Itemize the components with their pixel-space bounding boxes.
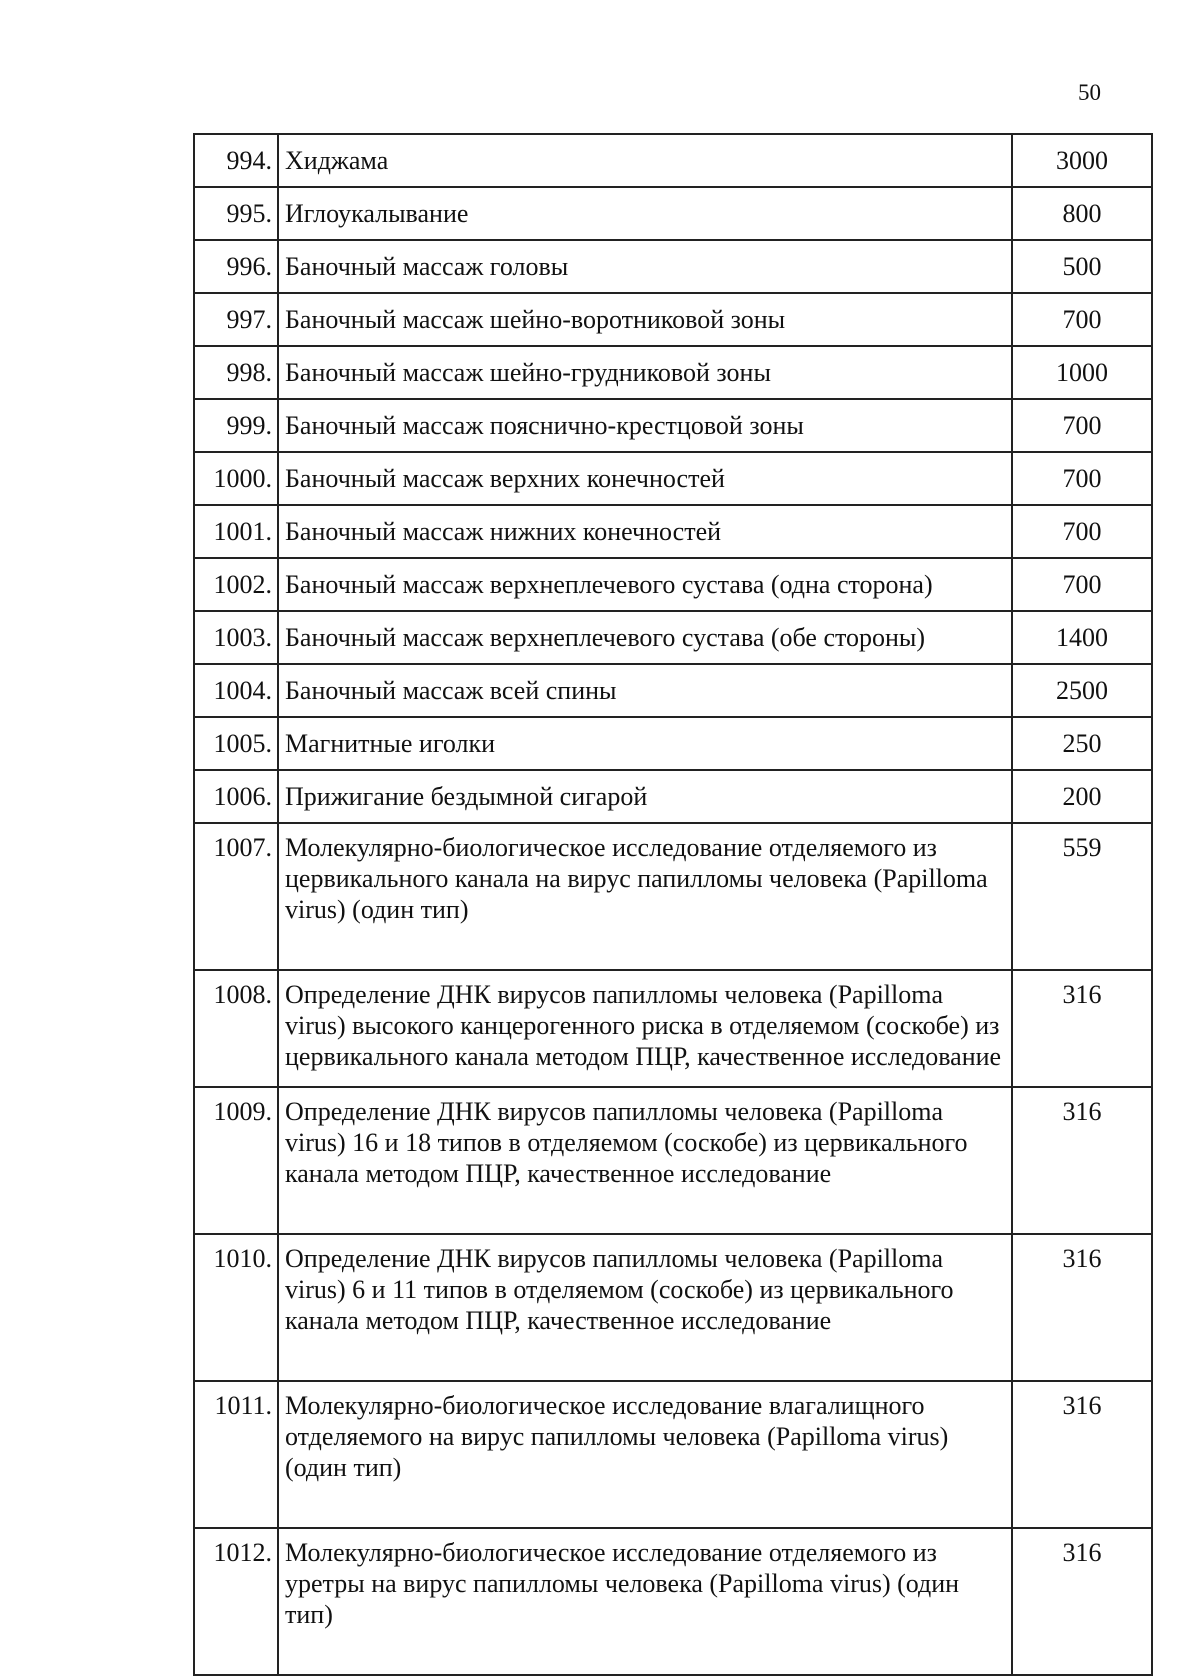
row-number: 1010. xyxy=(194,1234,278,1381)
service-name: Баночный массаж головы xyxy=(278,240,1012,293)
service-price: 316 xyxy=(1012,1381,1152,1528)
service-price: 1000 xyxy=(1012,346,1152,399)
service-price: 700 xyxy=(1012,293,1152,346)
service-price: 316 xyxy=(1012,970,1152,1087)
page-number: 50 xyxy=(1078,80,1101,105)
service-price: 700 xyxy=(1012,558,1152,611)
row-number: 997. xyxy=(194,293,278,346)
service-price: 250 xyxy=(1012,717,1152,770)
service-name: Определение ДНК вирусов папилломы человека (Papilloma virus) 16 и 18 типов в отделяемом (соскобе) из цервикального канала методом ПЦР, качественное исследование xyxy=(278,1087,1012,1234)
service-price: 2500 xyxy=(1012,664,1152,717)
row-number: 1012. xyxy=(194,1528,278,1675)
service-name: Молекулярно-биологическое исследование отделяемого из цервикального канала на вирус папилломы человека (Papilloma virus) (один тип) xyxy=(278,823,1012,970)
row-number: 995. xyxy=(194,187,278,240)
row-number: 996. xyxy=(194,240,278,293)
service-name: Определение ДНК вирусов папилломы человека (Papilloma virus) 6 и 11 типов в отделяемом (соскобе) из цервикального канала методом ПЦР, качественное исследование xyxy=(278,1234,1012,1381)
table-row xyxy=(194,293,1152,346)
row-number: 1009. xyxy=(194,1087,278,1234)
service-name: Магнитные иголки xyxy=(278,717,1012,770)
table-row xyxy=(194,717,1152,770)
service-price: 700 xyxy=(1012,452,1152,505)
price-table xyxy=(193,133,1153,1676)
service-name: Баночный массаж верхнеплечевого сустава (одна сторона) xyxy=(278,558,1012,611)
service-price: 559 xyxy=(1012,823,1152,970)
service-price: 500 xyxy=(1012,240,1152,293)
service-name: Баночный массаж нижних конечностей xyxy=(278,505,1012,558)
service-price: 700 xyxy=(1012,505,1152,558)
row-number: 1000. xyxy=(194,452,278,505)
table-row xyxy=(194,187,1152,240)
service-price: 1400 xyxy=(1012,611,1152,664)
row-number: 1006. xyxy=(194,770,278,823)
service-price: 316 xyxy=(1012,1234,1152,1381)
table-body xyxy=(194,134,1152,1675)
service-name: Иглоукалывание xyxy=(278,187,1012,240)
table-row xyxy=(194,452,1152,505)
service-name: Молекулярно-биологическое исследование влагалищного отделяемого на вирус папилломы человека (Papilloma virus) (один тип) xyxy=(278,1381,1012,1528)
table-row xyxy=(194,611,1152,664)
table-row xyxy=(194,1381,1152,1528)
service-price: 316 xyxy=(1012,1528,1152,1675)
table-row xyxy=(194,346,1152,399)
service-price: 800 xyxy=(1012,187,1152,240)
table-row xyxy=(194,240,1152,293)
service-name: Баночный массаж всей спины xyxy=(278,664,1012,717)
service-name: Прижигание бездымной сигарой xyxy=(278,770,1012,823)
service-name: Баночный массаж шейно-воротниковой зоны xyxy=(278,293,1012,346)
service-price: 3000 xyxy=(1012,134,1152,187)
table-row xyxy=(194,664,1152,717)
row-number: 1008. xyxy=(194,970,278,1087)
service-name: Баночный массаж шейно-грудниковой зоны xyxy=(278,346,1012,399)
service-name: Определение ДНК вирусов папилломы человека (Papilloma virus) высокого канцерогенного риска в отделяемом (соскобе) из цервикального канала методом ПЦР, качественное исследование xyxy=(278,970,1012,1087)
service-price: 700 xyxy=(1012,399,1152,452)
service-name: Баночный массаж верхнеплечевого сустава (обе стороны) xyxy=(278,611,1012,664)
row-number: 998. xyxy=(194,346,278,399)
row-number: 1007. xyxy=(194,823,278,970)
row-number: 1002. xyxy=(194,558,278,611)
table-row xyxy=(194,1087,1152,1234)
service-price: 316 xyxy=(1012,1087,1152,1234)
row-number: 1005. xyxy=(194,717,278,770)
row-number: 1004. xyxy=(194,664,278,717)
table-row xyxy=(194,505,1152,558)
row-number: 994. xyxy=(194,134,278,187)
table-row xyxy=(194,558,1152,611)
service-name: Баночный массаж верхних конечностей xyxy=(278,452,1012,505)
table-row xyxy=(194,970,1152,1087)
table-row xyxy=(194,134,1152,187)
service-name: Хиджама xyxy=(278,134,1012,187)
row-number: 1003. xyxy=(194,611,278,664)
table-row xyxy=(194,1234,1152,1381)
table-row xyxy=(194,399,1152,452)
row-number: 999. xyxy=(194,399,278,452)
row-number: 1001. xyxy=(194,505,278,558)
service-price: 200 xyxy=(1012,770,1152,823)
table-row xyxy=(194,770,1152,823)
table-row xyxy=(194,823,1152,970)
row-number: 1011. xyxy=(194,1381,278,1528)
service-name: Баночный массаж пояснично-крестцовой зоны xyxy=(278,399,1012,452)
service-name: Молекулярно-биологическое исследование отделяемого из уретры на вирус папилломы человека (Papilloma virus) (один тип) xyxy=(278,1528,1012,1675)
table-row xyxy=(194,1528,1152,1675)
